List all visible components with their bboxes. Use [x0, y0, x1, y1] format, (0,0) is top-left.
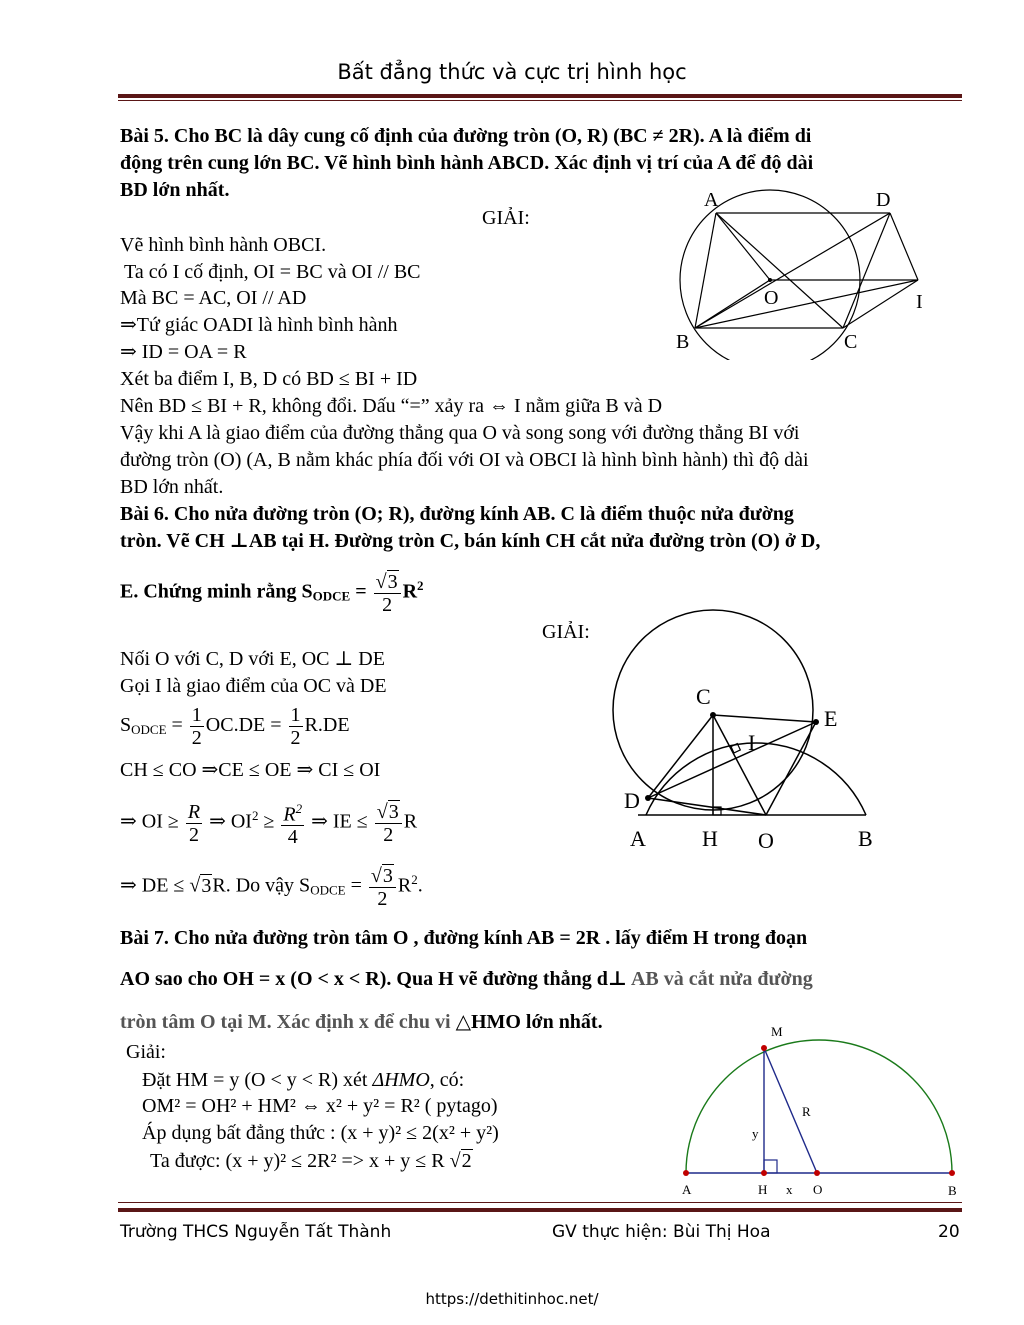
bai7-label-r: R	[802, 1104, 811, 1119]
header-rule	[118, 94, 962, 98]
bai6-step4: CH ≤ CO ⇒CE ≤ OE ⇒ CI ≤ OI	[120, 759, 381, 781]
page-header: Bất đẳng thức và cực trị hình học	[337, 60, 687, 84]
footer-rule-thin	[118, 1202, 962, 1203]
bai6-label-h: H	[702, 826, 718, 851]
bai6-label-b: B	[858, 826, 873, 851]
bai5-step2: Ta có I cố định, OI = BC và OI // BC	[124, 261, 421, 283]
bai7-label-h: H	[758, 1182, 768, 1197]
footer-rule	[118, 1208, 962, 1212]
bai5-line1: Bài 5. Cho BC là dây cung cố định của đường tròn (O, R) (BC ≠ 2R). A là điểm di	[120, 125, 812, 147]
bai5-step1: Vẽ hình bình hành OBCI.	[120, 234, 327, 256]
bai5-step8: Vậy khi A là giao điểm của đường thẳng qua O và song song với đường thẳng BI với	[120, 422, 800, 444]
footer-teacher: GV thực hiện: Bùi Thị Hoa	[552, 1222, 771, 1242]
bai7-line1: Bài 7. Cho nửa đường tròn tâm O , đường kính AB = 2R . lấy điểm H trong đoạn	[120, 927, 808, 949]
bai6-step5: ⇒ OI ≥ $\frac{R}{2}$ ⇒ $OI^2$ ≥ $\frac{R^2}{4}$ ⇒ IE ≤ $\frac{√3}{2}$ R	[120, 790, 417, 848]
bai5-giai: GIẢI:	[482, 207, 530, 229]
bai5-step10: BD lớn nhất.	[120, 476, 224, 498]
bai5-line2: động trên cung lớn BC. Vẽ hình bình hành ABCD. Xác định vị trí của A để độ dài	[120, 152, 814, 174]
bai7-label-o: O	[813, 1182, 823, 1197]
bai5-step5: ⇒ ID = OA = R	[120, 341, 247, 363]
footer-page-number: 20	[938, 1222, 960, 1242]
bai6-line2: tròn. Vẽ CH ⊥AB tại H. Đường tròn C, bán kính CH cắt nửa đường tròn (O) ở D,	[120, 530, 821, 552]
bai6-step2: Gọi I là giao điểm của OC và DE	[120, 675, 387, 697]
bai7-giai: Giải:	[126, 1041, 166, 1063]
bai5-step6: Xét ba điểm I, B, D có BD ≤ BI + ID	[120, 368, 418, 390]
bai5-step4: ⇒Tứ giác OADI là hình bình hành	[120, 314, 398, 336]
bai7-line3: tròn tâm O tại M. Xác định x để chu vi △HMO lớn nhất.	[120, 1011, 603, 1033]
footer-url[interactable]: https://dethitinhoc.net/	[425, 1290, 599, 1308]
bai5-label-a: A	[704, 189, 719, 211]
bai6-step3: $S_{ODCE}$ = $\frac{1}{2}$ OC.DE = $\frac{1}{2}$ R.DE	[120, 703, 350, 749]
bai5-line3: BD lớn nhất.	[120, 179, 230, 201]
bai7-label-y: y	[752, 1126, 759, 1141]
bai7-line2: AO sao cho OH = x (O < x < R). Qua H vẽ đường thẳng d⊥ AB và cắt nửa đường	[120, 968, 813, 990]
bai7-label-x: x	[786, 1182, 793, 1197]
bai6-figure	[608, 600, 908, 860]
bai6-label-a: A	[630, 826, 646, 851]
bai6-step6: ⇒ DE ≤ √3R. Do vậy $S_{ODCE}$ = $\frac{√3}{2}$ $R^2$.	[120, 864, 423, 910]
bai7-step1: Đặt HM = y (O < y < R) xét ΔHMO, có:	[142, 1069, 465, 1091]
bai6-label-d: D	[624, 788, 640, 813]
bai7-step2: OM² = OH² + HM² ⇔ x² + y² = R² ( pytago)	[142, 1095, 498, 1117]
bai5-label-c: C	[844, 331, 858, 353]
bai7-label-a: A	[682, 1182, 692, 1197]
bai6-label-o: O	[758, 828, 774, 853]
bai5-label-i: I	[916, 291, 923, 313]
bai6-label-e: E	[824, 706, 838, 731]
bai6-label-i: I	[748, 730, 756, 755]
bai6-step1: Nối O với C, D với E, OC ⊥ DE	[120, 648, 385, 670]
bai6-line3: E. Chứng minh rằng $S_{ODCE}$ = $\frac{√3}{2}$ $R^2$	[120, 570, 424, 616]
bai7-step4: Ta được: (x + y)² ≤ 2R² => x + y ≤ R √2	[150, 1150, 472, 1172]
bai6-label-c: C	[696, 684, 711, 709]
bai5-step9: đường tròn (O) (A, B nằm khác phía đối với OI và OBCI là hình bình hành) thì độ dài	[120, 449, 809, 471]
bai6-giai: GIẢI:	[542, 621, 590, 643]
bai7-figure	[670, 1018, 970, 1203]
bai7-step3: Áp dụng bất đẳng thức : (x + y)² ≤ 2(x² + y²)	[142, 1122, 499, 1144]
bai5-step7: Nên BD ≤ BI + R, không đổi. Dấu “=” xảy ra ⇔ I nằm giữa B và D	[120, 395, 663, 417]
bai5-label-d: D	[876, 189, 891, 211]
bai7-label-m: M	[771, 1024, 783, 1039]
bai7-label-b: B	[948, 1183, 957, 1198]
header-rule-thin	[118, 100, 962, 101]
bai5-figure	[660, 180, 960, 360]
bai6-line1: Bài 6. Cho nửa đường tròn (O; R), đường kính AB. C là điểm thuộc nửa đường	[120, 503, 794, 525]
footer-school: Trường THCS Nguyễn Tất Thành	[120, 1222, 392, 1242]
bai5-label-b: B	[676, 331, 690, 353]
bai5-step3: Mà BC = AC, OI // AD	[120, 287, 307, 309]
bai5-label-o: O	[764, 287, 779, 309]
